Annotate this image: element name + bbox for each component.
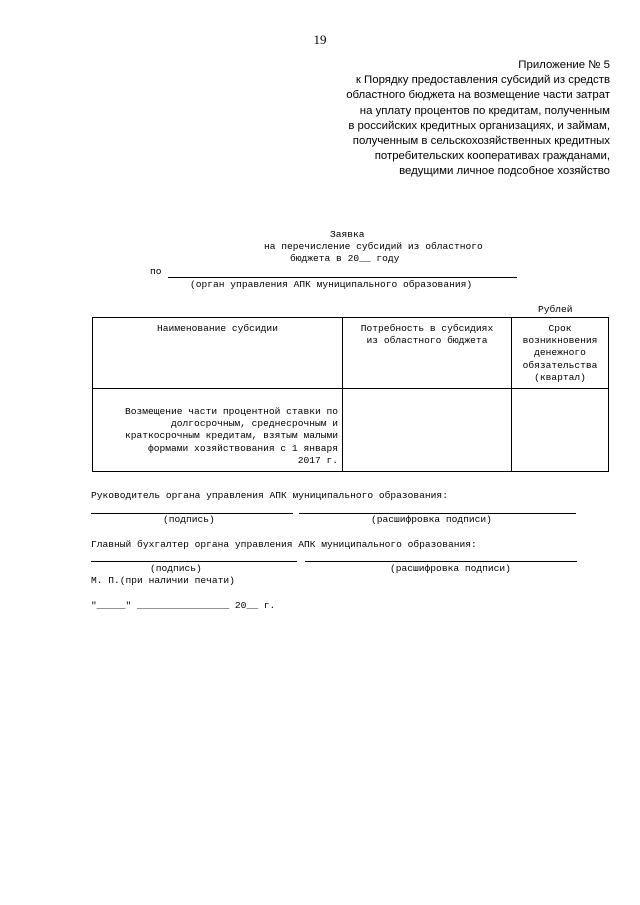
table-header-row (93, 318, 609, 389)
head-decode-caption: (расшифровка подписи) (371, 514, 492, 525)
application-subtitle-1: на перечисление субсидий из областного (264, 241, 483, 252)
accountant-label: Главный бухгалтер органа управления АПК муниципального образования: (91, 539, 477, 550)
row-subsidy-name: Возмещение части процентной ставки по долгосрочным, среднесрочным и краткосрочным кредитам, взятым малыми формами хозяйствования с 1 января 2017 г. (93, 389, 343, 472)
accountant-decode-line[interactable] (305, 561, 577, 562)
subsidy-table (92, 317, 609, 472)
appendix-line: в российских кредитных организациях, и займам, (348, 119, 610, 132)
org-underline (168, 277, 517, 278)
application-title: Заявка (330, 229, 365, 240)
currency-label: Рублей (538, 304, 573, 315)
appendix-line: к Порядку предоставления субсидий из средств (355, 74, 610, 87)
stamp-label: М. П.(при наличии печати) (91, 575, 235, 586)
appendix-line: потребительских кооперативах гражданами, (374, 150, 610, 163)
head-label: Руководитель органа управления АПК муниципального образования: (91, 490, 448, 501)
head-sign-caption: (подпись) (163, 514, 215, 525)
row-need-cell[interactable] (343, 389, 512, 472)
page-number: 19 (313, 32, 327, 47)
accountant-decode-caption: (расшифровка подписи) (390, 563, 511, 574)
accountant-sign-caption: (подпись) (150, 563, 202, 574)
appendix-line: на уплату процентов по кредитам, полученным (359, 104, 610, 117)
org-caption: (орган управления АПК муниципального образования) (190, 279, 473, 290)
appendix-title: Приложение № 5 (518, 59, 610, 71)
appendix-header (280, 58, 610, 180)
accountant-signature-line[interactable] (91, 561, 297, 562)
date-line[interactable]: "_____" ________________ 20__ г. (91, 600, 276, 611)
header-need: Потребность в субсидиях из областного бюджета (343, 318, 512, 389)
application-subtitle-2: бюджета в 20__ году (290, 253, 400, 264)
header-term: Срок возникновения денежного обязательства (квартал) (512, 318, 609, 389)
appendix-line: ведущими личное подсобное хозяйство (399, 165, 610, 178)
header-subsidy-name: Наименование субсидии (93, 318, 343, 389)
row-term-cell[interactable] (512, 389, 609, 472)
po-label: по (150, 266, 162, 277)
appendix-line: полученным в сельскохозяйственных кредитных (352, 135, 610, 148)
appendix-line: областного бюджета на возмещение части затрат (346, 89, 610, 102)
table-row (93, 389, 609, 472)
